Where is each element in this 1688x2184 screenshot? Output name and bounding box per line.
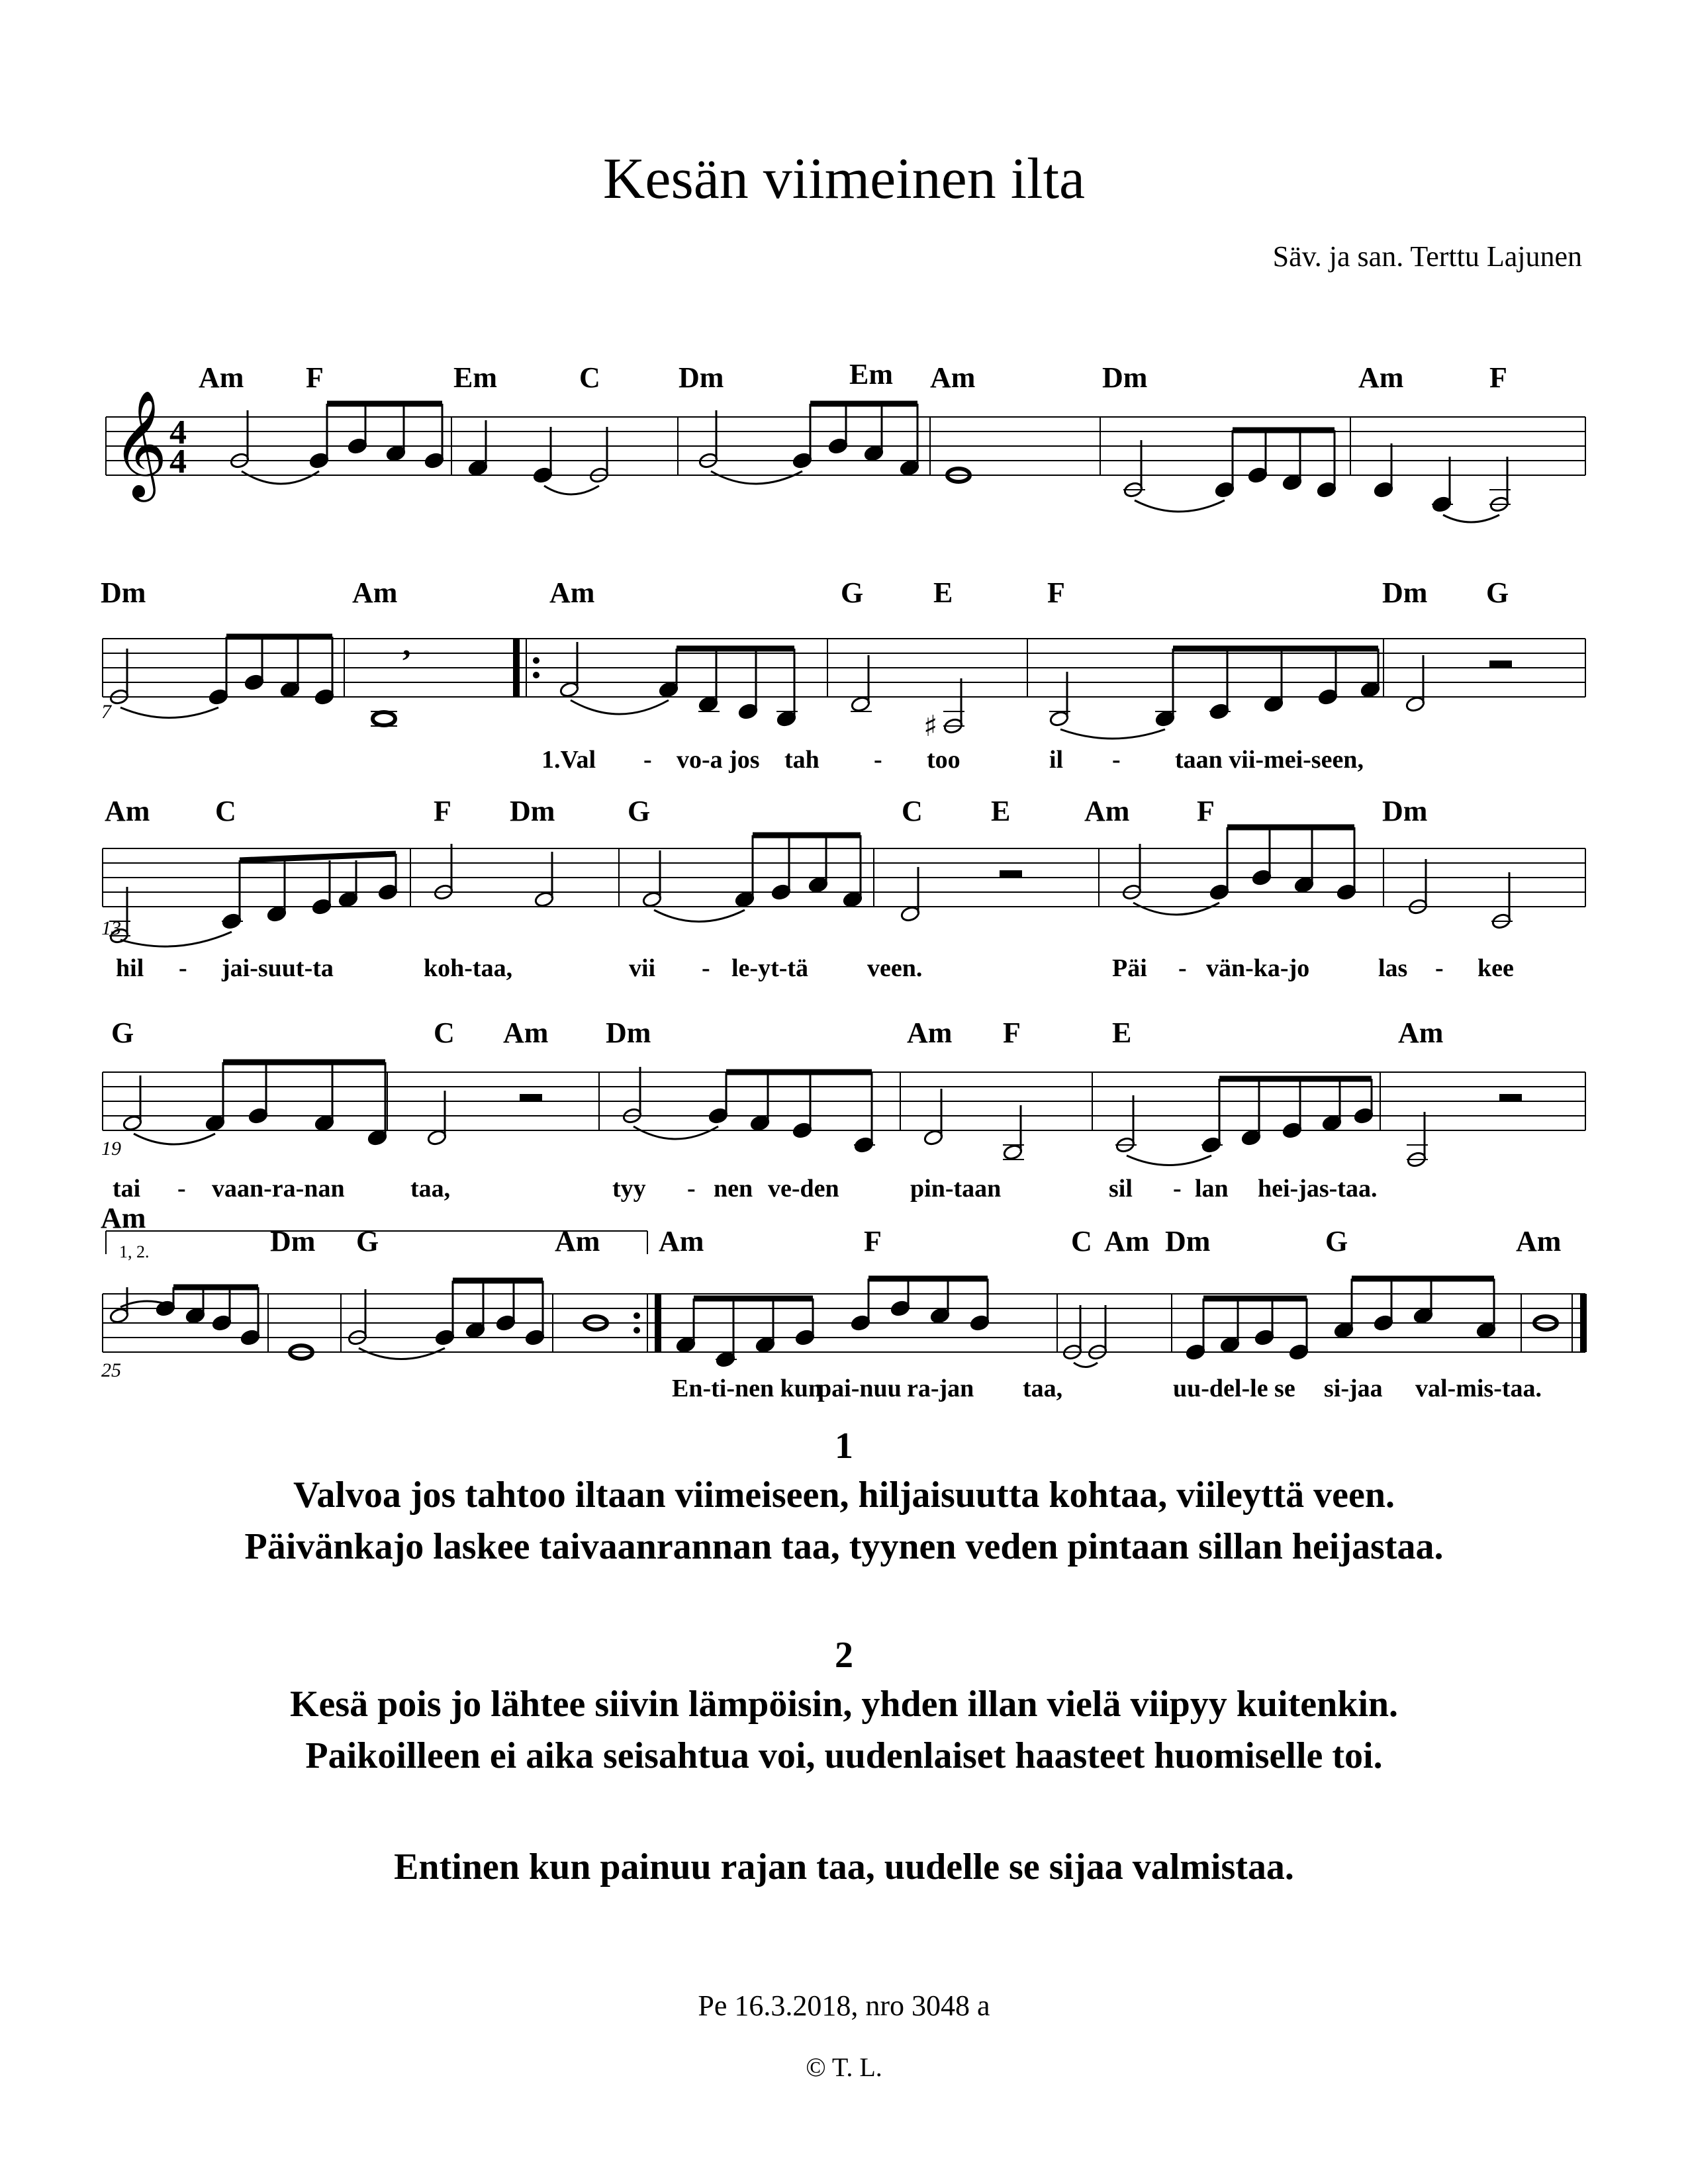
time-sig-bottom: 4	[169, 443, 187, 480]
lyric-syllable: tah	[784, 746, 820, 774]
lyric-syllable: taa,	[1023, 1375, 1063, 1402]
lyric-syllable: -	[643, 746, 652, 774]
lyric-syllable: En-ti-nen kun	[672, 1375, 823, 1402]
chord: Am	[549, 576, 595, 609]
chord: C	[215, 795, 236, 827]
lyric-syllable: too	[927, 746, 961, 774]
lyric-syllable: nen	[714, 1175, 753, 1203]
chord: Am	[1084, 795, 1130, 827]
chord: Dm	[510, 795, 555, 827]
refrain-line: Entinen kun painuu rajan taa, uudelle se sijaa valmistaa.	[394, 1846, 1294, 1888]
volta-label: 1, 2.	[119, 1242, 150, 1261]
chord: Am	[1358, 361, 1404, 394]
date-line: Pe 16.3.2018, nro 3048 a	[698, 1989, 990, 2022]
chord: C	[1071, 1225, 1092, 1257]
chord: Am	[105, 795, 150, 827]
lyric-syllable: -	[874, 746, 882, 774]
copyright: © T. L.	[806, 2052, 882, 2082]
chord: F	[864, 1225, 882, 1257]
verse-line: Kesä pois jo lähtee siivin lämpöisin, yhden illan vielä viipyy kuitenkin.	[289, 1684, 1399, 1725]
chord: Am	[1104, 1225, 1150, 1257]
chord: C	[902, 795, 923, 827]
sharp-icon: ♯	[923, 709, 938, 743]
chord: E	[933, 576, 953, 609]
notes-system-3	[109, 827, 1513, 946]
lyric-syllable: val-mis-taa.	[1415, 1375, 1542, 1402]
staff-system-1	[106, 390, 1585, 522]
lyric-syllable: uu-del-le se	[1173, 1375, 1295, 1402]
chord: Dm	[1382, 576, 1428, 609]
chord: G	[1325, 1225, 1348, 1257]
chord: Am	[930, 361, 976, 394]
staff-system-4	[103, 1062, 1585, 1168]
lyric-syllable: ra-jan	[907, 1375, 974, 1402]
chord: E	[1112, 1017, 1132, 1049]
measure-number: 13	[101, 917, 121, 939]
chord: Am	[352, 576, 398, 609]
staff-system-5	[103, 1231, 1585, 1368]
lyric-syllable: taan vii-mei-seen,	[1175, 746, 1364, 774]
chord: E	[991, 795, 1011, 827]
lyric-syllable: hil	[116, 954, 144, 982]
lyric-syllable: -	[177, 1175, 186, 1203]
lyric-syllable: vän-ka-jo	[1206, 954, 1310, 982]
chord: F	[1003, 1017, 1021, 1049]
chord: Dm	[1165, 1225, 1211, 1257]
chord: Em	[849, 358, 893, 390]
lyric-syllable: il	[1049, 746, 1064, 774]
chord: Am	[1398, 1017, 1444, 1049]
lyric-syllable: pin-taan	[910, 1175, 1002, 1203]
lyric-syllable: tai	[113, 1175, 141, 1203]
lyric-syllable: sil	[1109, 1175, 1133, 1203]
verse-number: 1	[835, 1426, 853, 1467]
lyric-syllable: koh-taa,	[424, 954, 513, 982]
chord: Em	[453, 361, 497, 394]
chord: G	[841, 576, 864, 609]
lyric-syllable: tyy	[612, 1175, 646, 1203]
chord: G	[111, 1017, 134, 1049]
lyric-syllable: jai-suut-ta	[222, 954, 334, 982]
lyric-syllable: -	[1112, 746, 1121, 774]
lyric-syllable: -	[1435, 954, 1444, 982]
chord: Am	[1516, 1225, 1562, 1257]
chord: Dm	[101, 576, 146, 609]
lyric-syllable: kee	[1477, 954, 1514, 982]
lyric-syllable: Päi	[1112, 954, 1147, 982]
chord: F	[1197, 795, 1215, 827]
lyric-syllable: pai-nuu	[818, 1375, 902, 1402]
staff-system-2	[103, 625, 1585, 743]
chord: Dm	[606, 1017, 651, 1049]
lyric-syllable: -	[179, 954, 187, 982]
composer-credit: Säv. ja san. Terttu Lajunen	[1272, 240, 1582, 273]
lyric-syllable: hei-jas-taa.	[1258, 1175, 1378, 1203]
chord: Am	[555, 1225, 600, 1257]
lyric-syllable: le-yt-tä	[731, 954, 809, 982]
lyric-syllable: ve-den	[768, 1175, 839, 1203]
time-sig-top: 4	[169, 414, 187, 451]
lyric-syllable: las	[1378, 954, 1408, 982]
chord: Am	[659, 1225, 704, 1257]
lyric-syllable: taa,	[410, 1175, 451, 1203]
lyric-syllable: -	[1173, 1175, 1182, 1203]
chord: F	[434, 795, 451, 827]
lyric-syllable: veen.	[867, 954, 923, 982]
verse-line: Paikoilleen ei aika seisahtua voi, uudenlaiset haasteet huomiselle toi.	[305, 1735, 1383, 1776]
lyric-syllable: -	[702, 954, 710, 982]
chord: F	[1047, 576, 1065, 609]
song-title: Kesän viimeinen ilta	[602, 147, 1086, 211]
chord: Dm	[1102, 361, 1148, 394]
chord: Am	[101, 1202, 146, 1234]
chord: G	[356, 1225, 379, 1257]
lyrics-verses	[0, 1423, 1688, 1893]
measure-number: 25	[101, 1359, 121, 1381]
chord: Dm	[270, 1225, 316, 1257]
lyric-syllable: vo-a jos	[677, 746, 760, 774]
staff-system-3	[103, 827, 1585, 946]
notes-system-1	[230, 404, 1511, 522]
notes-system-4	[122, 1062, 1522, 1168]
verse-line: Valvoa jos tahtoo iltaan viimeiseen, hiljaisuutta kohtaa, viileyttä veen.	[293, 1475, 1395, 1516]
chord: C	[434, 1017, 455, 1049]
chord: G	[628, 795, 651, 827]
lyric-syllable: si-jaa	[1324, 1375, 1383, 1402]
chord: C	[579, 361, 600, 394]
lyric-syllable: -	[687, 1175, 696, 1203]
verse-number: 2	[835, 1635, 853, 1676]
chord: Dm	[1382, 795, 1428, 827]
chord: Am	[907, 1017, 953, 1049]
chord: F	[1489, 361, 1507, 394]
breath-mark-icon: ,	[402, 625, 411, 662]
lyric-syllable: -	[1178, 954, 1187, 982]
chord: G	[1486, 576, 1509, 609]
chord: F	[306, 361, 324, 394]
chord: Am	[503, 1017, 549, 1049]
lyric-syllable: vaan-ra-nan	[212, 1175, 345, 1203]
lyric-syllable: vii	[629, 954, 656, 982]
chord: Am	[199, 361, 244, 394]
lyric-syllable: lan	[1195, 1175, 1229, 1203]
chord: Dm	[679, 361, 724, 394]
lyric-syllable: 1.Val	[541, 746, 596, 774]
measure-number: 19	[101, 1138, 121, 1160]
measure-number: 7	[101, 701, 111, 723]
treble-clef-icon: 𝄞	[113, 390, 167, 498]
verse-line: Päivänkajo laskee taivaanrannan taa, tyynen veden pintaan sillan heijastaa.	[244, 1526, 1444, 1567]
